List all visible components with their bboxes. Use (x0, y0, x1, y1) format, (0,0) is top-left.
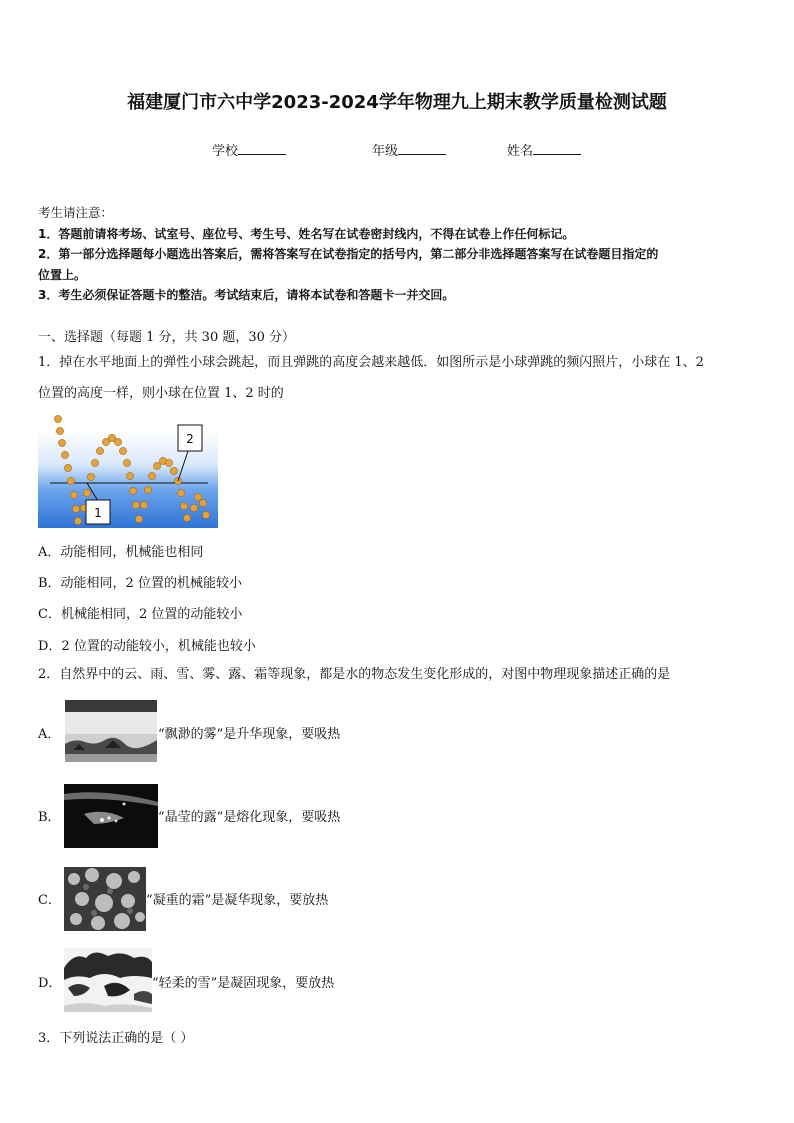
q1-option-c[interactable]: C．机械能相同，2 位置的动能较小 (38, 607, 243, 622)
exam-notice (38, 203, 758, 306)
q2-option-a-text[interactable]: “飘渺的雾”是升华现象，要吸热 (158, 727, 341, 742)
exam-title: 福建厦门市六中学2023-2024学年物理九上期末教学质量检测试题 (127, 92, 667, 113)
q2-option-c-text[interactable]: “凝重的霜”是凝华现象，要放热 (146, 893, 329, 908)
q2-option-b-label[interactable]: B． (38, 810, 61, 825)
snow-photo (64, 948, 152, 1012)
q1-option-d[interactable]: D．2 位置的动能较小，机械能也较小 (38, 639, 256, 654)
question-1-line-1: 1．掉在水平地面上的弹性小球会跳起，而且弹跳的高度会越来越低．如图所示是小球弹跳的频闪照片，小球在 1、2 (38, 355, 704, 370)
label-1-text: 1 (94, 506, 102, 520)
school-label: 学校 (212, 144, 239, 159)
frost-photo (64, 867, 146, 931)
label-2-text: 2 (186, 432, 194, 446)
notice-item-2-cont: 位置上。 (38, 267, 87, 282)
question-1-stem (38, 347, 763, 409)
dew-photo (64, 784, 158, 848)
bouncing-ball-figure (38, 413, 218, 528)
name-blank[interactable] (533, 142, 581, 155)
grade-label: 年级 (372, 144, 399, 159)
notice-item-1: 1．答题前请将考场、试室号、座位号、考生号、姓名写在试卷密封线内，不得在试卷上作任何标记。 (38, 226, 575, 241)
notice-item-2: 2．第一部分选择题每小题选出答案后，需将答案写在试卷指定的括号内，第二部分非选择题答案写在试卷题目指定的 (38, 247, 659, 261)
grade-blank[interactable] (398, 142, 446, 155)
question-3-stem: 3．下列说法正确的是（ ） (38, 1031, 194, 1046)
q1-option-a[interactable]: A．动能相同，机械能也相同 (38, 545, 204, 560)
school-field[interactable] (212, 140, 286, 159)
grade-field[interactable] (372, 140, 446, 159)
fog-photo (65, 700, 157, 762)
question-1-line-2: 位置的高度一样，则小球在位置 1、2 时的 (38, 386, 284, 401)
q2-option-b-text[interactable]: “晶莹的露”是熔化现象，要吸热 (158, 810, 341, 825)
notice-heading: 考生请注意： (38, 205, 114, 220)
name-field[interactable] (507, 140, 581, 159)
name-label: 姓名 (507, 144, 534, 159)
q2-option-a-label[interactable]: A． (38, 727, 61, 742)
section-title: 一、选择题（每题 1 分，共 30 题，30 分） (38, 330, 296, 345)
question-2-stem: 2．自然界中的云、雨、雪、雾、露、霜等现象，都是水的物态发生变化形成的，对图中物理现象描述正确的是 (38, 667, 671, 682)
q2-option-d-label[interactable]: D． (38, 976, 62, 991)
notice-item-3: 3．考生必须保证答题卡的整洁。考试结束后，请将本试卷和答题卡一并交回。 (38, 288, 455, 302)
q1-option-b[interactable]: B．动能相同，2 位置的机械能较小 (38, 576, 242, 591)
q2-option-c-label[interactable]: C． (38, 893, 61, 908)
school-blank[interactable] (238, 142, 286, 155)
q2-option-d-text[interactable]: “轻柔的雪”是凝固现象，要放热 (152, 976, 335, 991)
